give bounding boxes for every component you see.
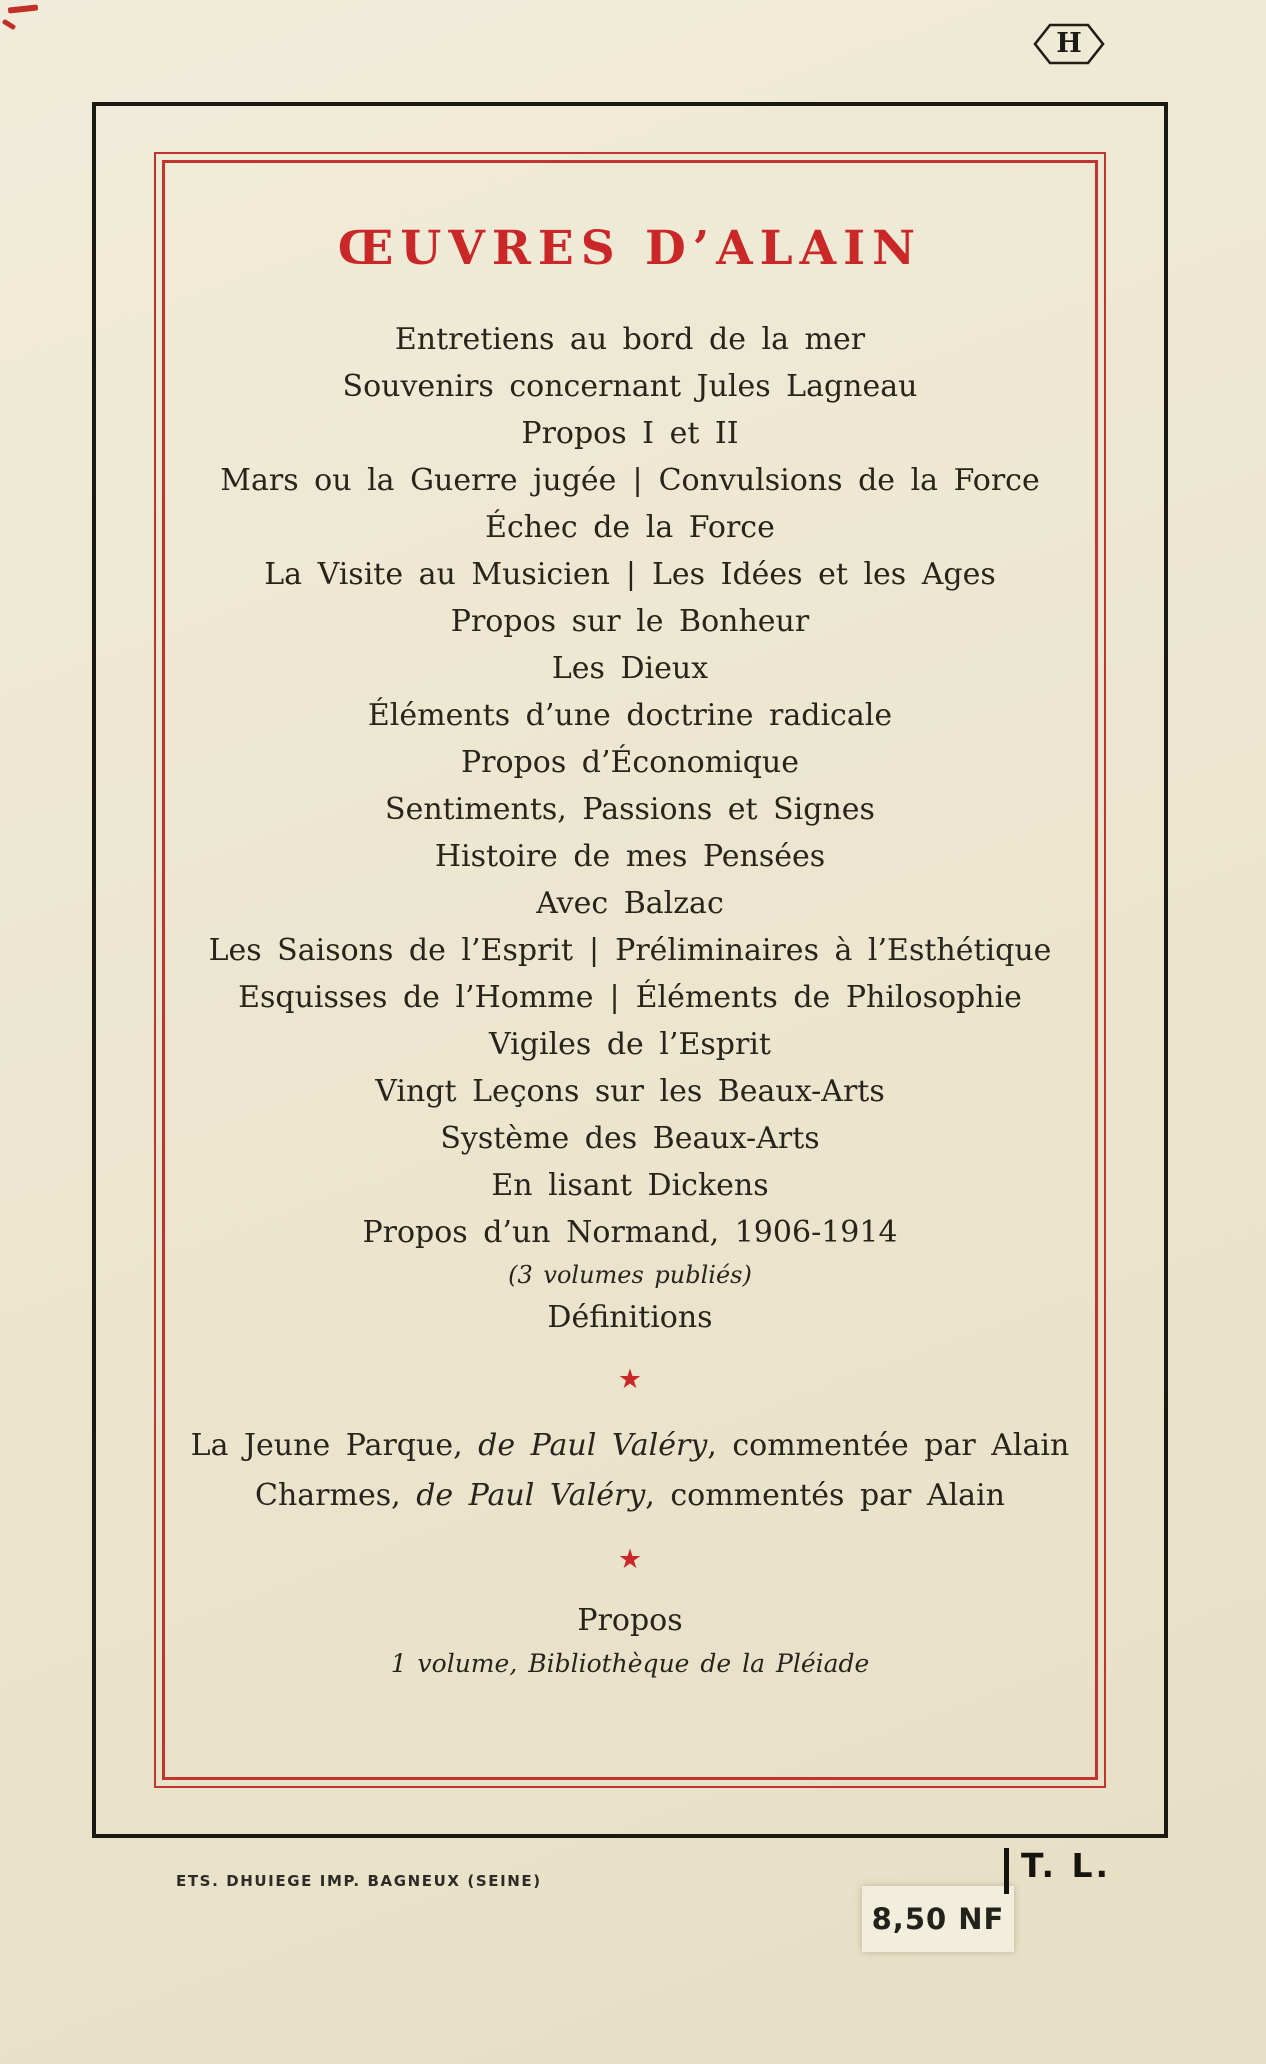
text-line bbox=[165, 1421, 1095, 1471]
line-segment: Éléments d’une doctrine radicale bbox=[367, 698, 893, 733]
line-segment: Éléments de Philosophie bbox=[635, 980, 1022, 1015]
text-line bbox=[165, 927, 1095, 974]
text-line bbox=[165, 1644, 1095, 1684]
line-segment: La Jeune Parque, bbox=[190, 1428, 479, 1463]
text-line bbox=[165, 457, 1095, 504]
text-line bbox=[165, 551, 1095, 598]
line-segment: Mars ou la Guerre jugée bbox=[220, 463, 617, 498]
line-segment: Définitions bbox=[547, 1300, 713, 1335]
line-segment: Convulsions de la Force bbox=[658, 463, 1040, 498]
text-line bbox=[165, 1162, 1095, 1209]
column-divider: | bbox=[625, 557, 636, 592]
logo-letter: H bbox=[1056, 27, 1082, 59]
line-segment: Propos d’Économique bbox=[461, 745, 799, 780]
line-segment: Histoire de mes Pensées bbox=[434, 839, 826, 874]
text-line bbox=[165, 1021, 1095, 1068]
red-scan-mark bbox=[2, 19, 17, 31]
line-segment: de Paul Valéry bbox=[416, 1478, 646, 1513]
text-line bbox=[165, 1256, 1095, 1294]
line-segment: Échec de la Force bbox=[485, 510, 775, 545]
line-segment: Sentiments, Passions et Signes bbox=[385, 792, 875, 827]
column-divider: | bbox=[609, 980, 620, 1015]
line-segment: Entretiens au bord de la mer bbox=[394, 322, 866, 357]
outer-black-border bbox=[92, 102, 1168, 1838]
line-segment: Les Idées et les Ages bbox=[652, 557, 996, 592]
pen-stroke bbox=[1004, 1848, 1009, 1894]
line-segment: Vingt Leçons sur les Beaux-Arts bbox=[375, 1074, 885, 1109]
line-segment: de Paul Valéry bbox=[478, 1428, 708, 1463]
line-segment: , commentée par Alain bbox=[707, 1428, 1070, 1463]
line-segment: Souvenirs concernant Jules Lagneau bbox=[342, 369, 918, 404]
line-segment: Esquisses de l’Homme bbox=[238, 980, 594, 1015]
star-separator: ★ bbox=[617, 1544, 643, 1575]
line-segment: Système des Beaux-Arts bbox=[440, 1121, 820, 1156]
printer-credit: ETS. DHUIEGE IMP. BAGNEUX (SEINE) bbox=[176, 1872, 542, 1890]
text-line bbox=[165, 598, 1095, 645]
line-segment: Propos bbox=[577, 1603, 683, 1638]
valery-commentary-list bbox=[165, 1421, 1095, 1521]
price-label: 8,50 NF bbox=[871, 1902, 1005, 1936]
text-line bbox=[165, 363, 1095, 410]
line-segment: , commentés par Alain bbox=[645, 1478, 1005, 1513]
red-frame-outer bbox=[154, 152, 1106, 1788]
text-line bbox=[165, 1068, 1095, 1115]
line-segment: La Visite au Musicien bbox=[264, 557, 610, 592]
line-segment: En lisant Dickens bbox=[491, 1168, 769, 1203]
text-line bbox=[165, 1209, 1095, 1256]
line-segment: Charmes, bbox=[255, 1478, 417, 1513]
text-line bbox=[165, 410, 1095, 457]
text-line bbox=[165, 739, 1095, 786]
pleiade-list bbox=[165, 1597, 1095, 1684]
publisher-logo bbox=[1030, 20, 1108, 68]
line-segment: Les Saisons de l’Esprit bbox=[208, 933, 574, 968]
line-segment: Avec Balzac bbox=[536, 886, 724, 921]
line-segment: Préliminaires à l’Esthétique bbox=[615, 933, 1052, 968]
text-line bbox=[165, 786, 1095, 833]
line-segment: Vigiles de l’Esprit bbox=[489, 1027, 771, 1062]
text-line bbox=[165, 1294, 1095, 1341]
star-separator: ★ bbox=[617, 1364, 643, 1395]
column-divider: | bbox=[589, 933, 600, 968]
text-line bbox=[165, 833, 1095, 880]
line-segment: 1 volume, Bibliothèque de la Pléiade bbox=[390, 1649, 870, 1678]
text-line bbox=[165, 1115, 1095, 1162]
handwritten-mark bbox=[1004, 1846, 1111, 1894]
red-scan-mark bbox=[8, 4, 38, 13]
price-sticker bbox=[862, 1886, 1014, 1952]
text-line bbox=[165, 504, 1095, 551]
works-list bbox=[165, 316, 1095, 1341]
text-line bbox=[165, 316, 1095, 363]
text-line bbox=[165, 1471, 1095, 1521]
line-segment: Propos I et II bbox=[521, 416, 739, 451]
line-segment: Les Dieux bbox=[551, 651, 709, 686]
text-line bbox=[165, 880, 1095, 927]
line-segment: Propos sur le Bonheur bbox=[450, 604, 810, 639]
line-segment: Propos d’un Normand, 1906-1914 bbox=[362, 1215, 898, 1250]
line-segment: (3 volumes publiés) bbox=[508, 1261, 752, 1289]
text-line bbox=[165, 645, 1095, 692]
text-line bbox=[165, 692, 1095, 739]
red-frame-inner bbox=[162, 160, 1098, 1780]
mark-text: T. L. bbox=[1021, 1846, 1112, 1885]
page-title: ŒUVRES D’ALAIN bbox=[337, 221, 923, 276]
column-divider: | bbox=[632, 463, 643, 498]
text-line bbox=[165, 974, 1095, 1021]
text-line bbox=[165, 1597, 1095, 1644]
